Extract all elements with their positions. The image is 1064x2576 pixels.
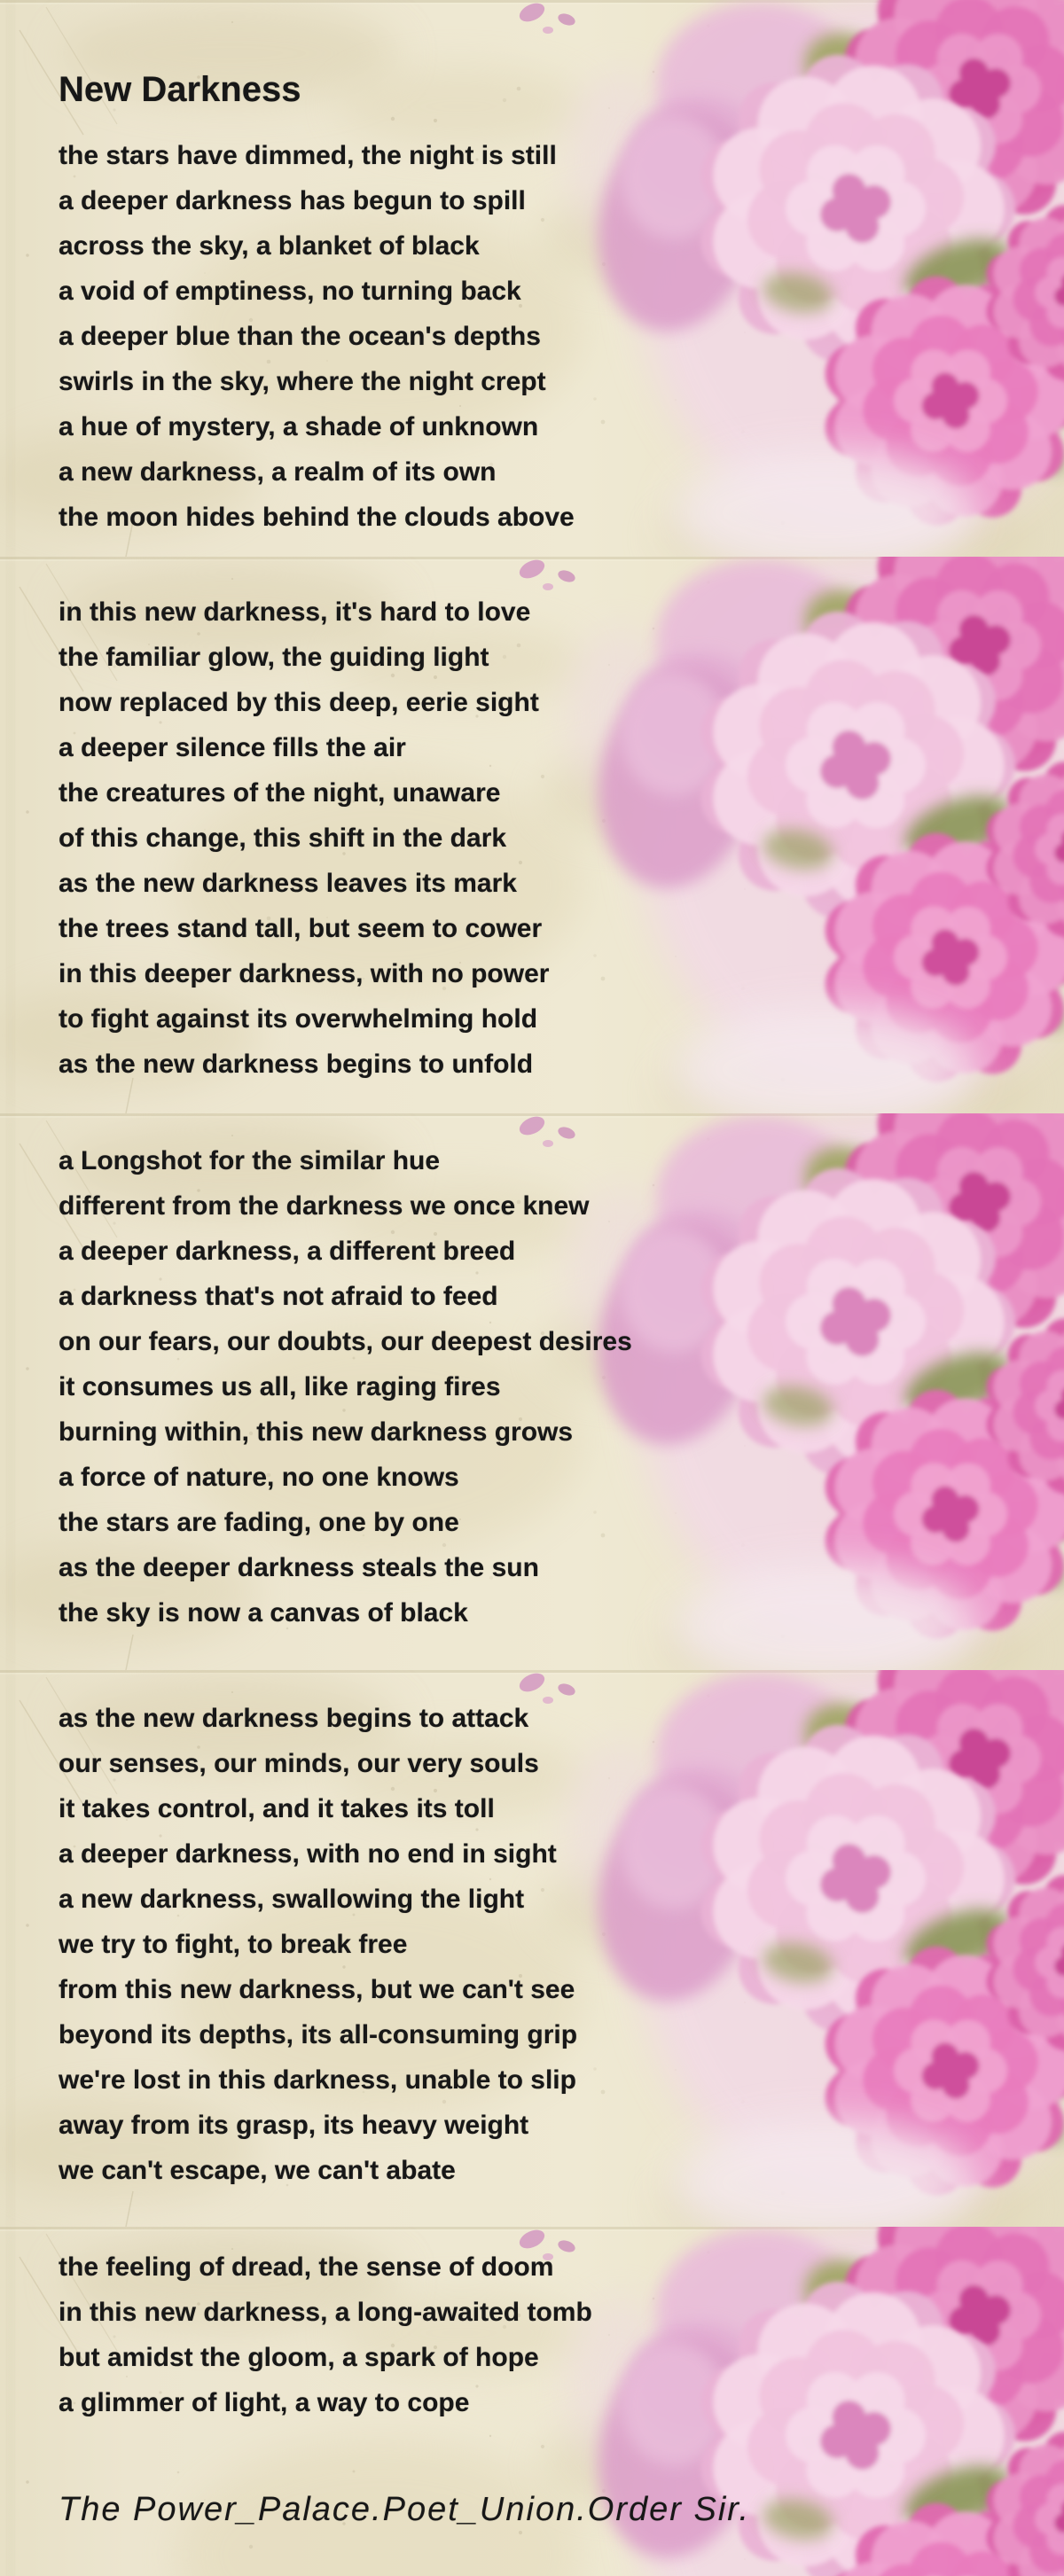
poem-line: the trees stand tall, but seem to cower <box>59 914 543 943</box>
poem-stanza-5 <box>59 2244 592 2425</box>
poem-line: but amidst the gloom, a spark of hope <box>59 2343 539 2372</box>
poem-line: the stars have dimmed, the night is still <box>59 141 557 170</box>
poem-line: the creatures of the night, unaware <box>59 778 501 808</box>
poem-title: New Darkness <box>59 69 301 109</box>
poem-line: in this new darkness, a long-awaited tomb <box>59 2298 592 2327</box>
poem-line: a new darkness, swallowing the light <box>59 1885 525 1914</box>
poem-line: different from the darkness we once knew <box>59 1191 590 1221</box>
poem-line: it takes control, and it takes its toll <box>59 1794 495 1823</box>
poem-line: in this new darkness, it's hard to love <box>59 597 531 627</box>
poem-line: the familiar glow, the guiding light <box>59 643 489 672</box>
poem-line: the feeling of dread, the sense of doom <box>59 2252 554 2282</box>
poem-line: a glimmer of light, a way to cope <box>59 2388 470 2417</box>
poem-line: as the deeper darkness steals the sun <box>59 1553 539 1582</box>
poem-line: as the new darkness begins to unfold <box>59 1050 534 1079</box>
poem-line: a Longshot for the similar hue <box>59 1146 441 1175</box>
poem-line: now replaced by this deep, eerie sight <box>59 688 539 717</box>
poem-line: a deeper darkness, with no end in sight <box>59 1839 557 1869</box>
poem-line: a hue of mystery, a shade of unknown <box>59 412 539 441</box>
poem-line: in this deeper darkness, with no power <box>59 959 550 988</box>
poem-line: we can't escape, we can't abate <box>59 2156 456 2185</box>
poem-line: the sky is now a canvas of black <box>59 1598 468 1628</box>
poem-stanza-2 <box>59 589 549 1087</box>
poem-stanza-3 <box>59 1138 632 1635</box>
poem-stanza-4 <box>59 1696 577 2193</box>
poem-line: we're lost in this darkness, unable to slip <box>59 2065 576 2095</box>
poem-line: a deeper silence fills the air <box>59 733 406 762</box>
poem-line: as the new darkness leaves its mark <box>59 869 517 898</box>
poem-line: of this change, this shift in the dark <box>59 824 507 853</box>
poem-line: across the sky, a blanket of black <box>59 231 480 261</box>
poem-line: a new darkness, a realm of its own <box>59 457 497 487</box>
poem-line: a deeper darkness, a different breed <box>59 1237 516 1266</box>
poem-line: beyond its depths, its all-consuming grip <box>59 2020 578 2049</box>
poem-line: our senses, our minds, our very souls <box>59 1749 539 1778</box>
poem-line: on our fears, our doubts, our deepest desires <box>59 1327 632 1356</box>
poem-line: a deeper darkness has begun to spill <box>59 186 526 215</box>
poem-line: a force of nature, no one knows <box>59 1463 459 1492</box>
poem-line: as the new darkness begins to attack <box>59 1704 529 1733</box>
poem-line: a void of emptiness, no turning back <box>59 277 521 306</box>
poem-line: it consumes us all, like raging fires <box>59 1372 501 1401</box>
poem-line: away from its grasp, its heavy weight <box>59 2111 529 2140</box>
poem-line: from this new darkness, but we can't see <box>59 1975 575 2004</box>
poem-author-signature: The Power_Palace.Poet_Union.Order Sir. <box>59 2491 751 2528</box>
poem-line: a darkness that's not afraid to feed <box>59 1282 498 1311</box>
poem-line: the moon hides behind the clouds above <box>59 503 575 532</box>
poem-line: to fight against its overwhelming hold <box>59 1004 538 1034</box>
poem-line: we try to fight, to break free <box>59 1930 408 1959</box>
poem-stanza-1 <box>59 133 575 540</box>
poem-line: swirls in the sky, where the night crept <box>59 367 546 396</box>
poem-line: a deeper blue than the ocean's depths <box>59 322 541 351</box>
poem-line: burning within, this new darkness grows <box>59 1417 574 1447</box>
poem-line: the stars are fading, one by one <box>59 1508 459 1537</box>
